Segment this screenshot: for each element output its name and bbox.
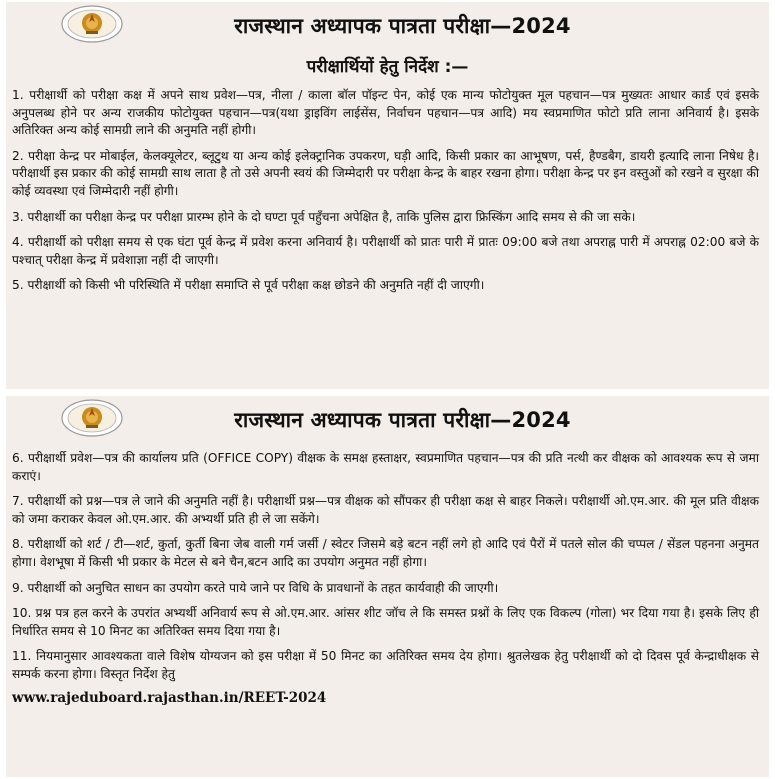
instruction-item-3: 3. परीक्षार्थी का परीक्षा केन्द्र पर परीक्षा प्रारम्भ होने के दो घण्टा पूर्व पहुँचना अपेक्षित है, ताकि पुलिस द्वारा फ्रिस्किंग आदि समय से की जा सके। [12, 209, 636, 224]
instruction-item-6: 6. परीक्षार्थी प्रवेश—पत्र की कार्यालय प्रति (OFFICE COPY) वीक्षक के समक्ष हस्ताक्षर, स्वप्रमाणित पहचान—पत्र की प्रति नत्थी कर वीक्षक को आवश्यक रूप से जमा कराएं। [12, 451, 759, 483]
page-title: राजस्थान अध्यापक पात्रता परीक्षा—2024 [234, 14, 571, 38]
instruction-item-9: 9. परीक्षार्थी को अनुचित साधन का उपयोग करते पाये जाने पर विधि के प्रावधानों के तहत कार्यवाही की जाएगी। [12, 580, 499, 595]
instruction-item-2: 2. परीक्षा केन्द्र पर मोबाईल, केलक्यूलेटर, ब्लूटुथ या अन्य कोई इलेक्ट्रानिक उपकरण, घड़ी आदि, किसी प्रकार का आभूषण, पर्स, हैण्डबैग, डायरी इत्यादि लाना निषेध है। परीक्षार्थी इस प्रकार की कोई सामग्री साथ लाता है तो उसे अपनी स्वयं की जिम्मेदारी पर परीक्षा केन्द्र के बाहर रखना होगा। परीक्षा केन्द्र पर इन वस्तुओं को रखने व सुरक्षा की कोई व्यवस्था एवं जिम्मेदारी नहीं होगी। [12, 148, 759, 198]
panel-header [6, 396, 769, 442]
instruction-item-10: 10. प्रश्न पत्र हल करने के उपरांत अभ्यर्थी अनिवार्य रूप से ओ.एम.आर. आंसर शीट जॉच ले कि समस्त प्रश्नों के लिए एक विकल्प (गोला) भर दिया गया है। इसके लिए ही निर्धारित समय से 10 मिनट का अतिरिक्त समय दिया गया है। [12, 606, 759, 638]
reference-url[interactable]: www.rajeduboard.rajasthan.in/REET-2024 [12, 689, 327, 706]
instruction-item-8: 8. परीक्षार्थी को शर्ट / टी—शर्ट, कुर्ता, कुर्ती बिना जेब वाली गर्म जर्सी / स्वेटर जिसमे बड़े बटन नहीं लगे हो आदि एवं पैरों में पतले सोल की चप्पल / सेंडल पहनना अनुमत होगा। वेशभूषा में किसी भी प्रकार के मेटल से बने चैन,बटन आदि का उपयोग अनुमत नहीं होगा। [12, 537, 759, 569]
instructions-panel-2 [6, 396, 769, 777]
section-subtitle: परीक्षार्थियों हेतु निर्देश :— [306, 57, 469, 77]
instruction-item-4: 4. परीक्षार्थी को परीक्षा समय से एक घंटा पूर्व केन्द्र में प्रवेश करना अनिवार्य है। परीक्षार्थी को प्रातः पारी में प्रातः 09:00 बजे तथा अपराह्न पारी में अपराह्न 02:00 बजे के पश्चात् परीक्षा केन्द्र में प्रवेशाज्ञा नहीं दी जाएगी। [12, 235, 759, 267]
page-title: राजस्थान अध्यापक पात्रता परीक्षा—2024 [234, 408, 571, 432]
instruction-item-1: 1. परीक्षार्थी को परीक्षा कक्ष में अपने साथ प्रवेश—पत्र, नीला / काला बॉल पॉइन्ट पेन, कोई एक मान्य फोटोयुक्त मूल पहचान—पत्र मुख्यतः आधार कार्ड एवं इसके अनुपलब्ध होने पर अन्य राजकीय फोटोयुक्त पहचान—पत्र(यथा ड्राइविंग लाईसेंस, निर्वाचन पहचान—पत्र आदि) मय स्वप्रमाणित फोटो प्रति लाना अनिवार्य है। इसके अतिरिक्त अन्य कोई सामग्री लाने की अनुमति नहीं होगी। [12, 88, 759, 138]
instruction-item-5: 5. परीक्षार्थी को किसी भी परिस्थिति में परीक्षा समाप्ति से पूर्व परीक्षा कक्ष छोडने की अनुमति नहीं दी जाएगी। [12, 278, 485, 293]
instructions-panel-1 [6, 2, 769, 389]
panel-header [6, 2, 769, 48]
instruction-item-7: 7. परीक्षार्थी को प्रश्न—पत्र ले जाने की अनुमति नहीं है। परीक्षार्थी प्रश्न—पत्र वीक्षक को सौंपकर ही परीक्षा कक्ष से बाहर निकले। परीक्षार्थी ओ.एम.आर. की मूल प्रति वीक्षक को जमा कराकर केवल ओ.एम.आर. की अभ्यर्थी प्रति ही ले जा सकेंगे। [12, 494, 759, 526]
instruction-item-11: 11. नियमानुसार आवश्यकता वाले विशेष योग्यजन को इस परीक्षा में 50 मिनट का अतिरिक्त समय देय होगा। श्रुतलेखक हेतु परीक्षार्थी को दो दिवस पूर्व केन्द्राधीक्षक से सम्पर्क करना होगा। विस्तृत निर्देश हेतु [12, 649, 759, 681]
